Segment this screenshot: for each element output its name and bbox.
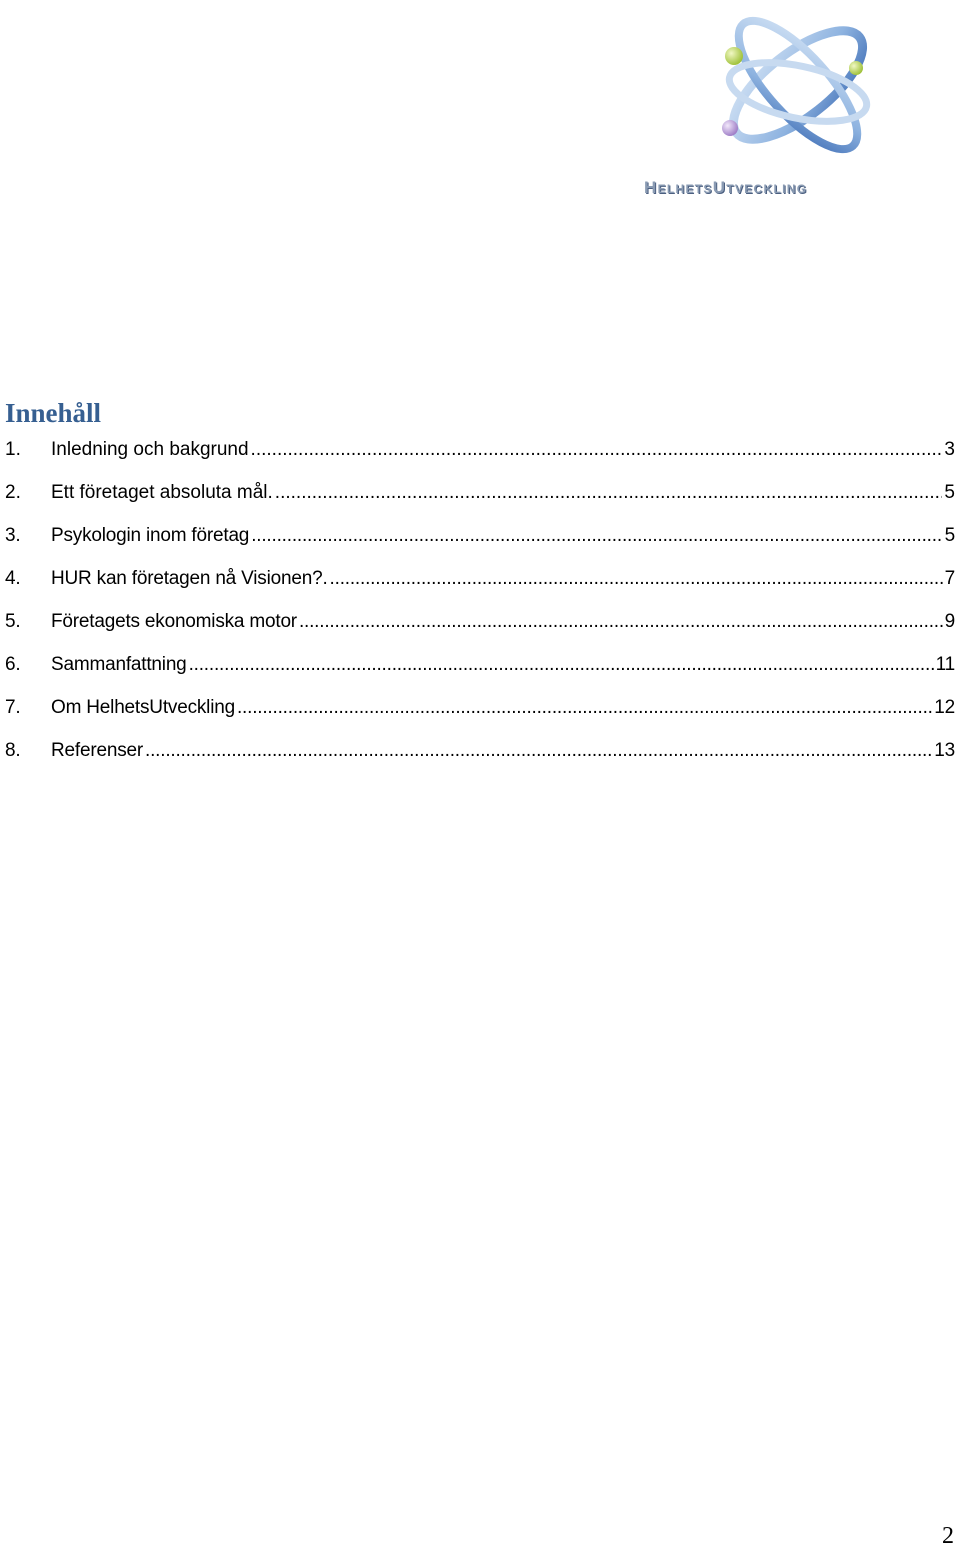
- toc-entry-number: 3.: [5, 525, 21, 546]
- toc-entry-6[interactable]: [5, 643, 955, 686]
- toc-dot-leader: [189, 643, 934, 686]
- toc-entry-text: Psykologin inom företag: [51, 525, 250, 546]
- toc-entry-page: 3: [944, 439, 955, 460]
- logo-wordmark: HelhetsUtveckling: [644, 178, 808, 197]
- toc-dot-leader: [145, 729, 932, 772]
- toc-entry-page: 12: [934, 697, 955, 718]
- toc-entry-text: Företagets ekonomiska motor: [51, 611, 297, 632]
- toc-entry-page: 11: [935, 654, 955, 675]
- toc-entry-text: Sammanfattning: [51, 654, 187, 675]
- toc-dot-leader: [251, 514, 942, 557]
- toc-entry-text: Referenser: [51, 740, 143, 761]
- toc-entry-5[interactable]: [5, 600, 955, 643]
- toc-entry-8[interactable]: [5, 729, 955, 772]
- toc-entry-page: 5: [944, 525, 955, 546]
- toc-entry-number: 2.: [5, 482, 21, 503]
- toc-entry-text: Ett företaget absoluta mål.: [51, 482, 273, 503]
- toc-dot-leader: [251, 428, 943, 471]
- toc-dot-leader: [330, 557, 943, 600]
- table-of-contents: [5, 428, 955, 772]
- toc-entry-text: Inledning och bakgrund: [51, 439, 249, 460]
- toc-entry-text: HUR kan företagen nå Visionen?.: [51, 568, 328, 589]
- toc-entry-number: 4.: [5, 568, 21, 589]
- toc-dot-leader: [299, 600, 943, 643]
- toc-entry-page: 5: [944, 482, 955, 503]
- toc-entry-text: Om HelhetsUtveckling: [51, 697, 235, 718]
- page-number: 2: [942, 1523, 954, 1549]
- toc-entry-2[interactable]: [5, 471, 955, 514]
- toc-entry-number: 6.: [5, 654, 21, 675]
- toc-entry-number: 1.: [5, 439, 21, 460]
- toc-entry-page: 7: [944, 568, 955, 589]
- toc-entry-page: 9: [944, 611, 955, 632]
- toc-entry-number: 5.: [5, 611, 21, 632]
- toc-entry-7[interactable]: [5, 686, 955, 729]
- toc-entry-number: 7.: [5, 697, 21, 718]
- toc-dot-leader: [237, 686, 932, 729]
- toc-entry-4[interactable]: [5, 557, 955, 600]
- toc-dot-leader: [275, 471, 943, 514]
- toc-entry-page: 13: [934, 740, 955, 761]
- toc-entry-number: 8.: [5, 740, 21, 761]
- toc-entry-3[interactable]: [5, 514, 955, 557]
- toc-entry-1[interactable]: [5, 428, 955, 471]
- toc-title: Innehåll: [5, 398, 102, 428]
